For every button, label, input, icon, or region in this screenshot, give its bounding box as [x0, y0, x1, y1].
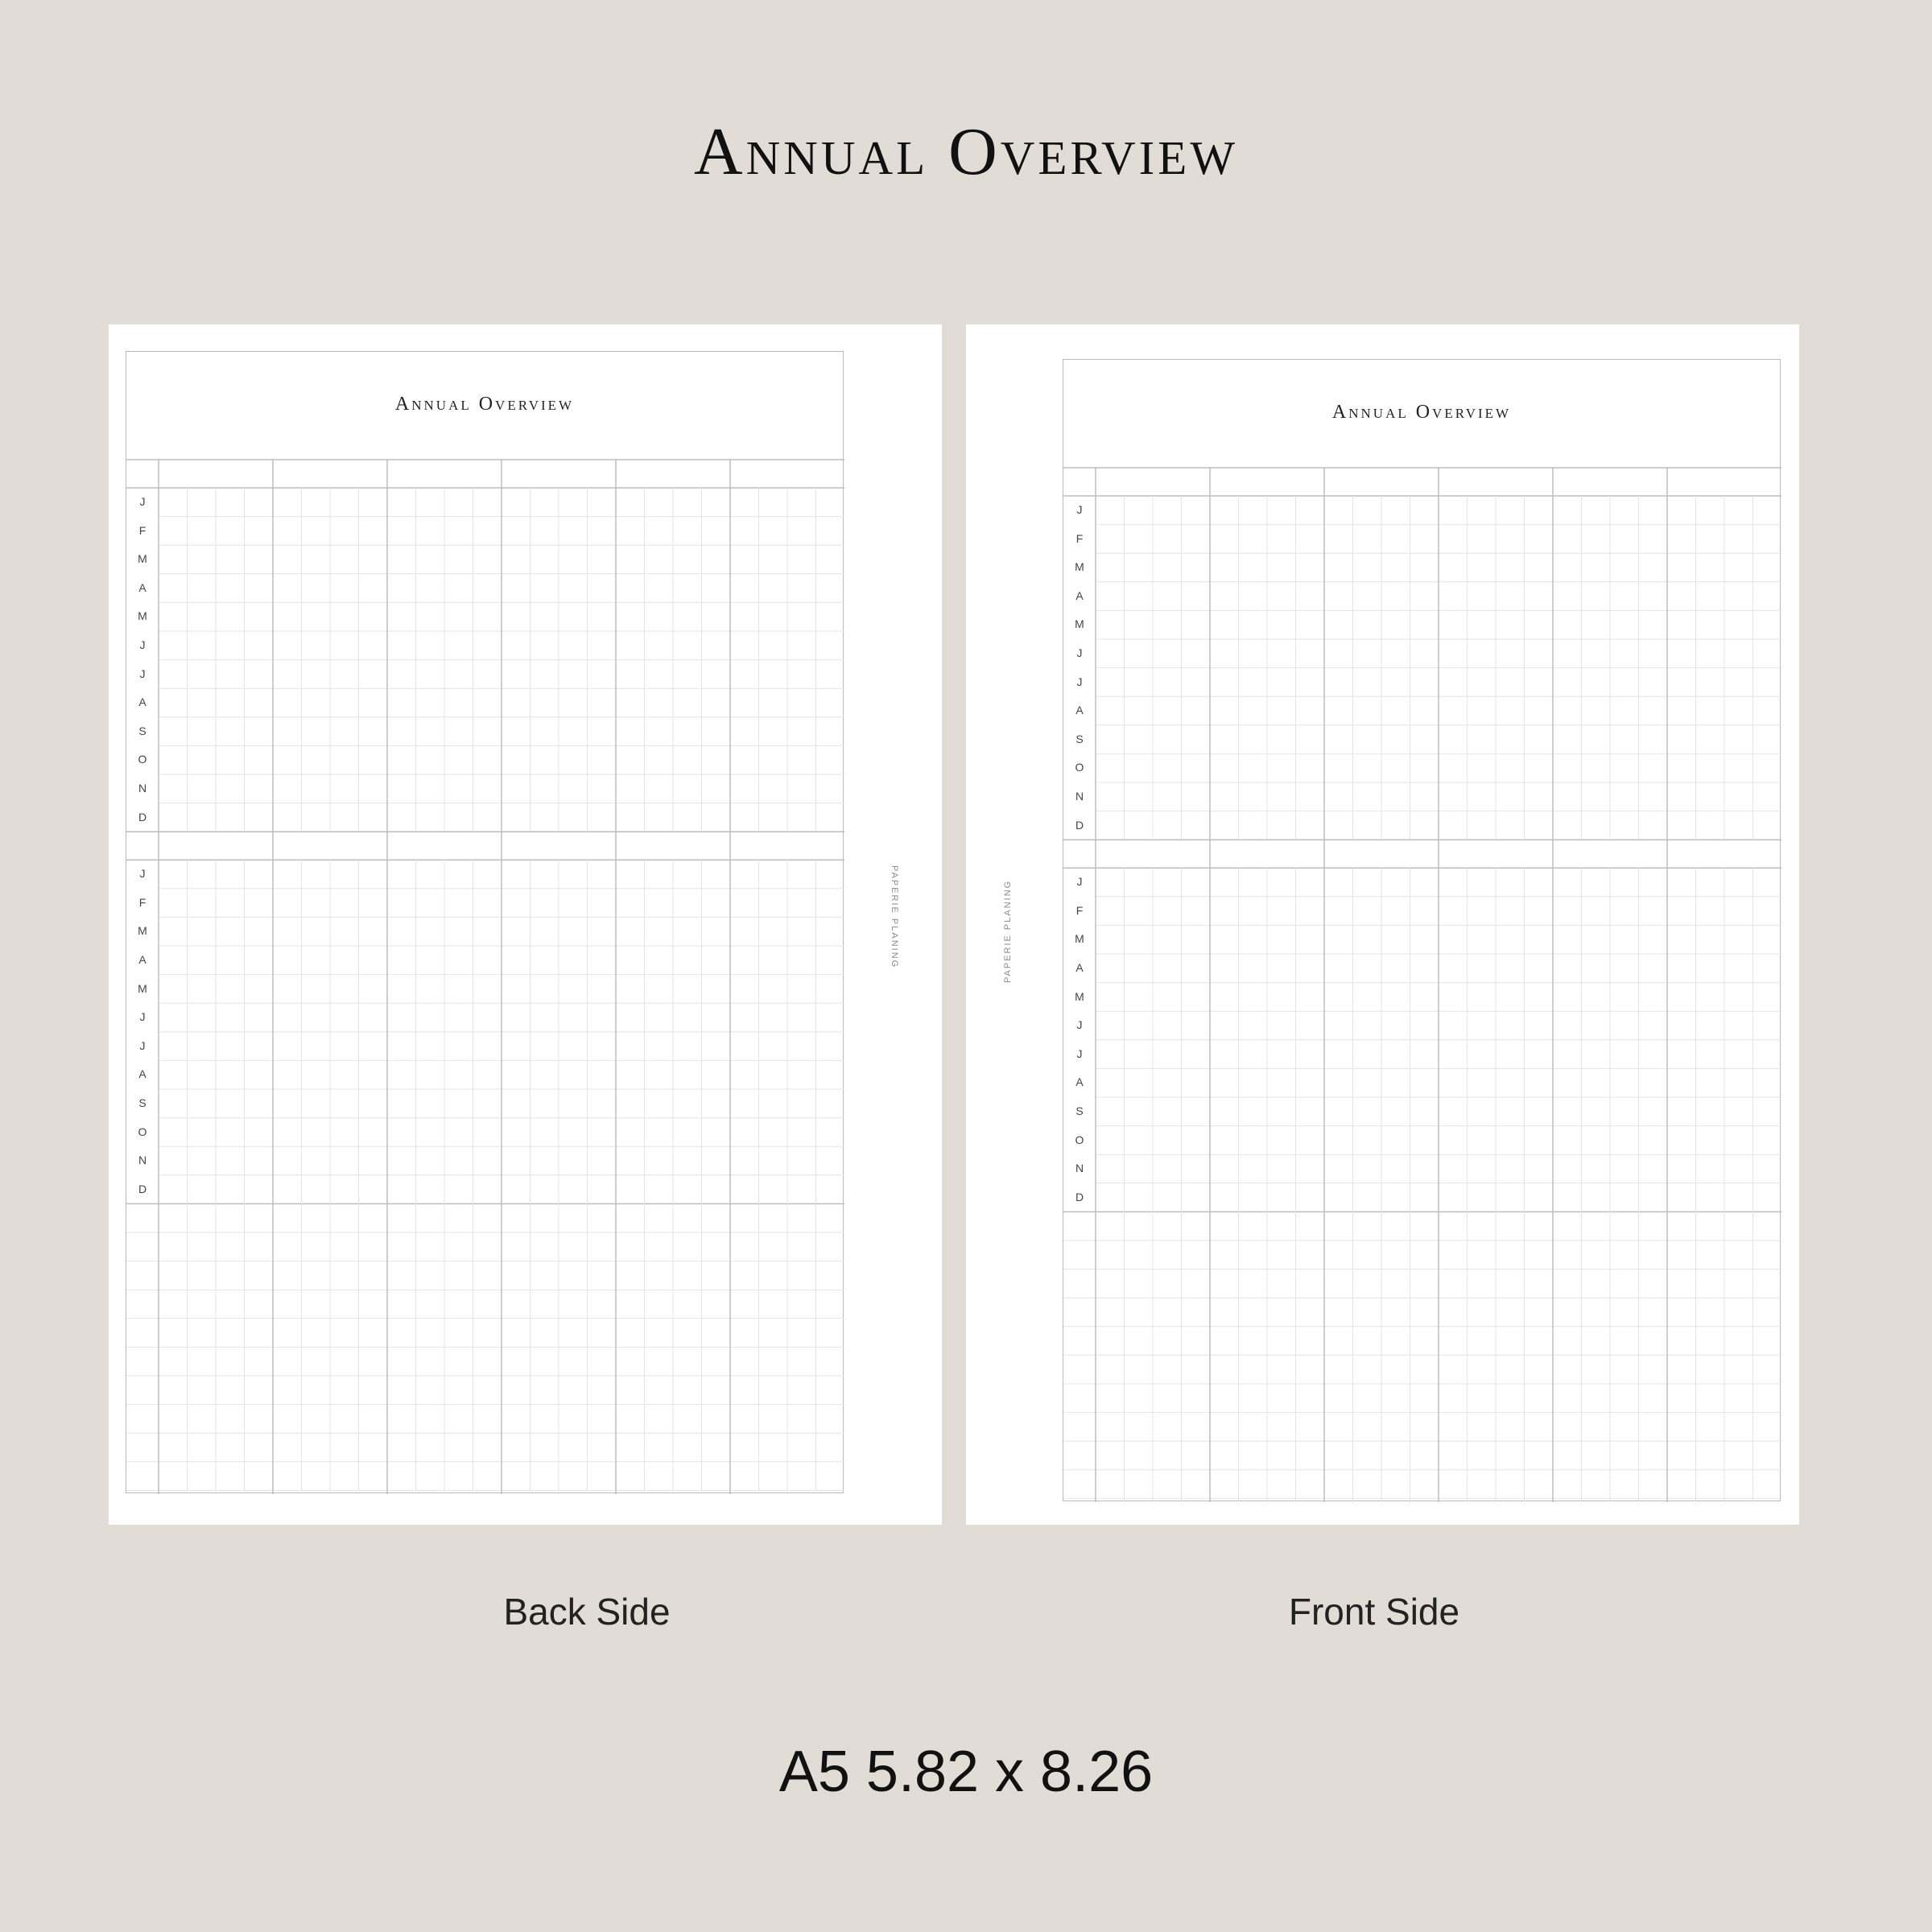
front-month-label: J [1076, 1046, 1083, 1060]
front-month-label: A [1075, 588, 1084, 602]
back-month-label: O [138, 1125, 147, 1138]
front-month-label: M [1075, 932, 1084, 946]
front-month-label: O [1075, 761, 1084, 774]
back-month-label: M [138, 609, 147, 623]
back-month-label: A [138, 580, 147, 594]
back-month-label: D [138, 1182, 147, 1195]
back-month-label: J [139, 1010, 146, 1024]
front-overview-grid [1063, 359, 1781, 1501]
back-month-label: M [138, 924, 147, 938]
front-brand-label: PAPERIE PLANING [1003, 879, 1013, 983]
back-month-label: N [138, 782, 147, 795]
back-month-label: N [138, 1154, 147, 1167]
back-inner-title: Annual Overview [394, 394, 575, 415]
front-month-label: S [1075, 732, 1084, 745]
back-month-label: M [138, 981, 147, 995]
front-month-label: J [1076, 503, 1083, 516]
front-month-label: J [1076, 646, 1083, 659]
front-grid-lines [1063, 360, 1781, 1502]
back-month-label: F [138, 523, 147, 537]
back-month-label: J [139, 867, 146, 881]
front-month-label: F [1075, 903, 1084, 917]
back-side-page [109, 324, 942, 1525]
back-brand-label: PAPERIE PLANING [890, 865, 899, 969]
back-month-label: F [138, 895, 147, 909]
front-month-label: O [1075, 1133, 1084, 1146]
main-title: Annual Overview [693, 114, 1239, 189]
front-inner-title: Annual Overview [1331, 402, 1512, 423]
back-grid-lines [126, 352, 844, 1494]
back-overview-grid [126, 351, 844, 1493]
back-month-label: J [139, 495, 146, 508]
front-month-label: M [1075, 617, 1084, 631]
front-month-label: J [1076, 875, 1083, 889]
back-month-label: S [138, 724, 147, 737]
back-month-label: O [138, 753, 147, 766]
back-month-label: A [138, 953, 147, 966]
back-month-label: A [138, 696, 147, 709]
front-month-label: A [1075, 1075, 1084, 1089]
front-month-label: M [1075, 560, 1084, 574]
back-month-label: D [138, 810, 147, 824]
front-month-label: M [1075, 989, 1084, 1003]
front-month-label: A [1075, 704, 1084, 717]
front-month-label: D [1075, 818, 1084, 832]
front-month-label: N [1075, 790, 1084, 803]
front-month-label: N [1075, 1162, 1084, 1175]
paper-size-label: A5 5.82 x 8.26 [778, 1740, 1154, 1804]
front-side-caption: Front Side [1288, 1591, 1460, 1633]
back-month-label: J [139, 667, 146, 680]
back-month-label: M [138, 552, 147, 566]
front-month-label: A [1075, 961, 1084, 974]
front-month-label: D [1075, 1190, 1084, 1203]
front-month-label: S [1075, 1104, 1084, 1117]
back-month-label: J [139, 1038, 146, 1052]
front-month-label: F [1075, 531, 1084, 545]
back-month-label: J [139, 638, 146, 651]
front-side-page [966, 324, 1799, 1525]
back-month-label: S [138, 1096, 147, 1109]
front-month-label: J [1076, 1018, 1083, 1032]
back-side-caption: Back Side [503, 1591, 671, 1633]
back-month-label: A [138, 1067, 147, 1081]
front-month-label: J [1076, 675, 1083, 688]
